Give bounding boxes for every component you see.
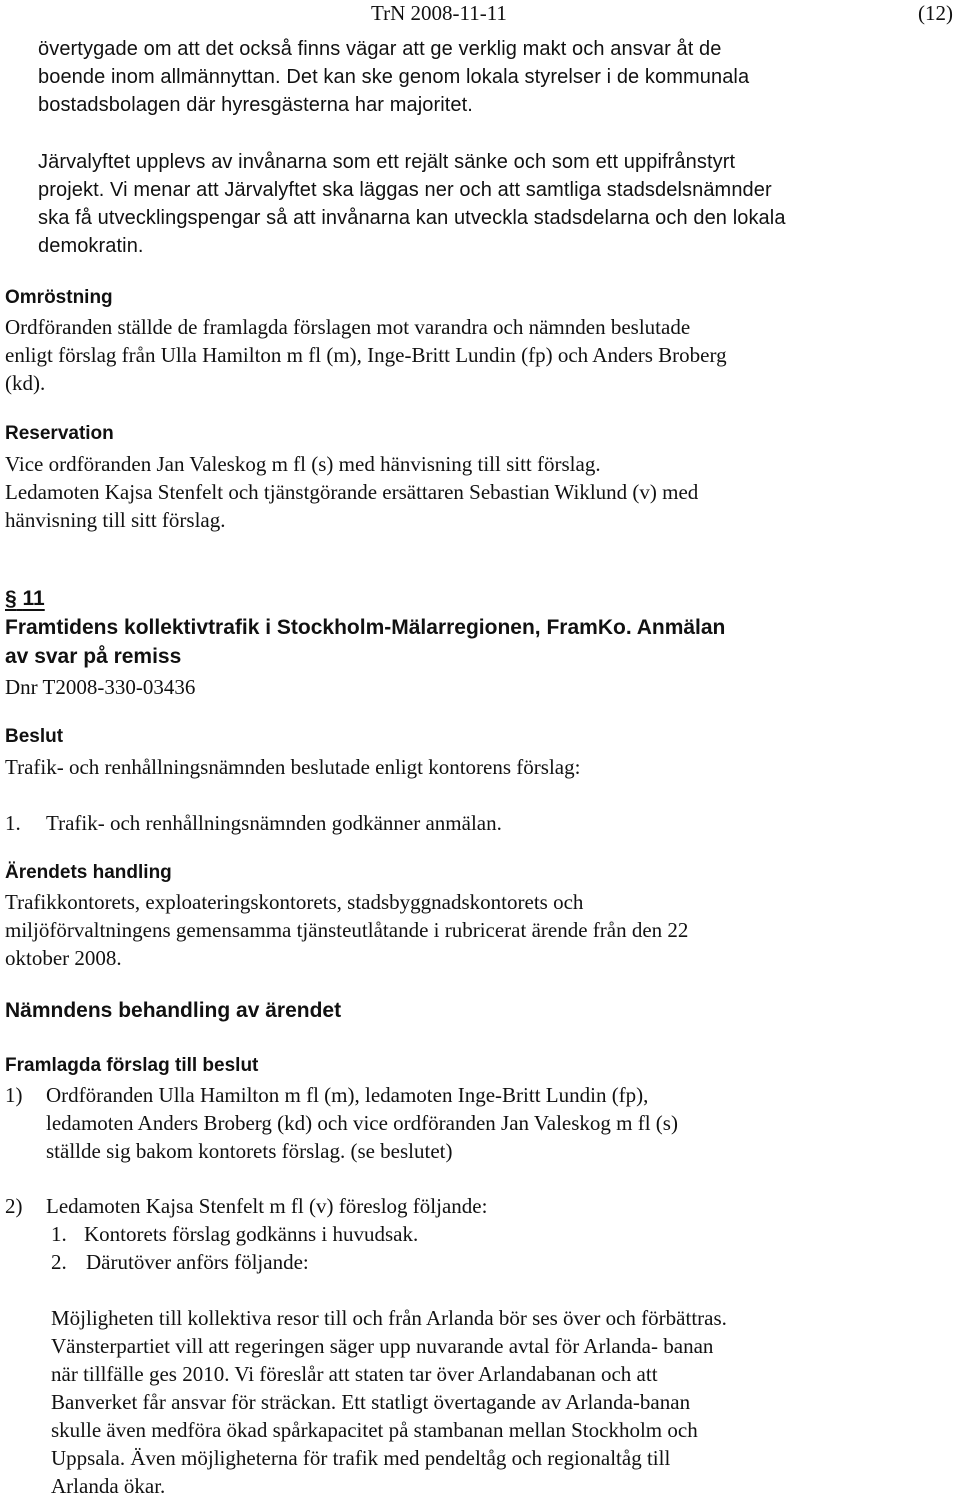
behandling-heading: Nämndens behandling av ärendet [5,999,342,1022]
arendets-line: miljöförvaltningens gemensamma tjänsteutlåtande i rubricerat ärende från den 22 [5,918,689,942]
sub-point-1-text: Kontorets förslag godkänns i huvudsak. [84,1222,419,1246]
item-title-line: av svar på remiss [5,645,182,668]
quote-line: Vänsterpartiet vill att regeringen säger upp nuvarande avtal för Arlanda- banan [51,1334,714,1358]
item-title [5,613,725,671]
quote-line: skulle även medföra ökad spårkapacitet på stambanan mellan Stockholm och [51,1418,698,1442]
quote-line: Uppsala. Även möjligheterna för trafik med pendeltåg och regionaltåg till [51,1446,671,1470]
proposal-1-line: Ordföranden Ulla Hamilton m fl (m), ledamoten Inge-Britt Lundin (fp), [46,1083,649,1107]
intro-paragraph [38,35,749,119]
proposal-1-number: 1) [5,1083,23,1107]
section-sign: § [5,587,17,610]
reservation-line: Vice ordföranden Jan Valeskog m fl (s) med hänvisning till sitt förslag. [5,452,601,476]
sub-point-2-text: Därutöver anförs följande: [86,1250,309,1274]
beslut-heading: Beslut [5,726,64,747]
document-date: TrN 2008-11-11 [371,1,507,25]
arendets-line: Trafikkontorets, exploateringskontorets, stadsbyggnadskontorets och [5,890,584,914]
item-title-line: Framtidens kollektivtrafik i Stockholm-Mälarregionen, FramKo. Anmälan [5,616,726,639]
quote-line: när tillfälle ges 2010. Vi föreslår att staten tar över Arlandabanan och att [51,1362,658,1386]
omrostning-line: Ordföranden ställde de framlagda förslagen mot varandra och nämnden beslutade [5,315,691,339]
quote-paragraph [51,1304,727,1500]
omrostning-paragraph [5,313,727,397]
reservation-line: Ledamoten Kajsa Stenfelt och tjänstgörande ersättaren Sebastian Wiklund (v) med [5,480,699,504]
reservation-heading: Reservation [5,423,114,444]
intro-line: boende inom allmännyttan. Det kan ske genom lokala styrelser i de kommunala [38,66,750,88]
omrostning-line: enligt förslag från Ulla Hamilton m fl (m), Inge-Britt Lundin (fp) och Anders Broberg [5,343,727,367]
jarva-line: ska få utvecklingspengar så att invånarna kan utveckla stadsdelarna och den lokala [38,207,786,229]
item-number-value: 11 [22,587,45,610]
jarva-paragraph [38,148,786,260]
intro-line: bostadsbolagen där hyresgästerna har majoritet. [38,94,473,116]
proposal-2-text: Ledamoten Kajsa Stenfelt m fl (v) föreslog följande: [46,1194,488,1218]
intro-line: övertygade om att det också finns vägar att ge verklig makt och ansvar åt de [38,38,722,60]
item-dnr: Dnr T2008-330-03436 [5,675,196,699]
page-number: (12) [918,1,953,25]
sub-point-2-number: 2. [51,1250,67,1274]
jarva-line: projekt. Vi menar att Järvalyftet ska läggas ner och att samtliga stadsdelsnämnder [38,179,772,201]
proposal-1-line: ställde sig bakom kontorets förslag. (se beslutet) [46,1139,453,1163]
proposal-1-text [46,1081,678,1165]
arendets-heading: Ärendets handling [5,862,172,883]
quote-line: Möjligheten till kollektiva resor till och från Arlanda bör ses över och förbättras. [51,1306,727,1330]
quote-line: Banverket får ansvar för sträckan. Ett statligt övertagande av Arlanda-banan [51,1390,691,1414]
reservation-paragraph [5,450,698,534]
beslut-point-number: 1. [5,811,21,835]
sub-point-1-number: 1. [51,1222,67,1246]
proposal-1-line: ledamoten Anders Broberg (kd) och vice ordföranden Jan Valeskog m fl (s) [46,1111,678,1135]
proposal-2-number: 2) [5,1194,23,1218]
beslut-point-text: Trafik- och renhållningsnämnden godkänner anmälan. [46,811,502,835]
framlagda-heading: Framlagda förslag till beslut [5,1055,259,1076]
item-number [5,584,45,613]
omrostning-line: (kd). [5,371,46,395]
beslut-text: Trafik- och renhållningsnämnden beslutade enligt kontorens förslag: [5,755,581,779]
jarva-line: Järvalyftet upplevs av invånarna som ett rejält sänke och som ett uppifrånstyrt [38,151,736,173]
quote-line: Arlanda ökar. [51,1474,166,1498]
arendets-line: oktober 2008. [5,946,122,970]
omrostning-heading: Omröstning [5,287,113,308]
arendets-paragraph [5,888,688,972]
reservation-line: hänvisning till sitt förslag. [5,508,226,532]
jarva-line: demokratin. [38,235,144,257]
